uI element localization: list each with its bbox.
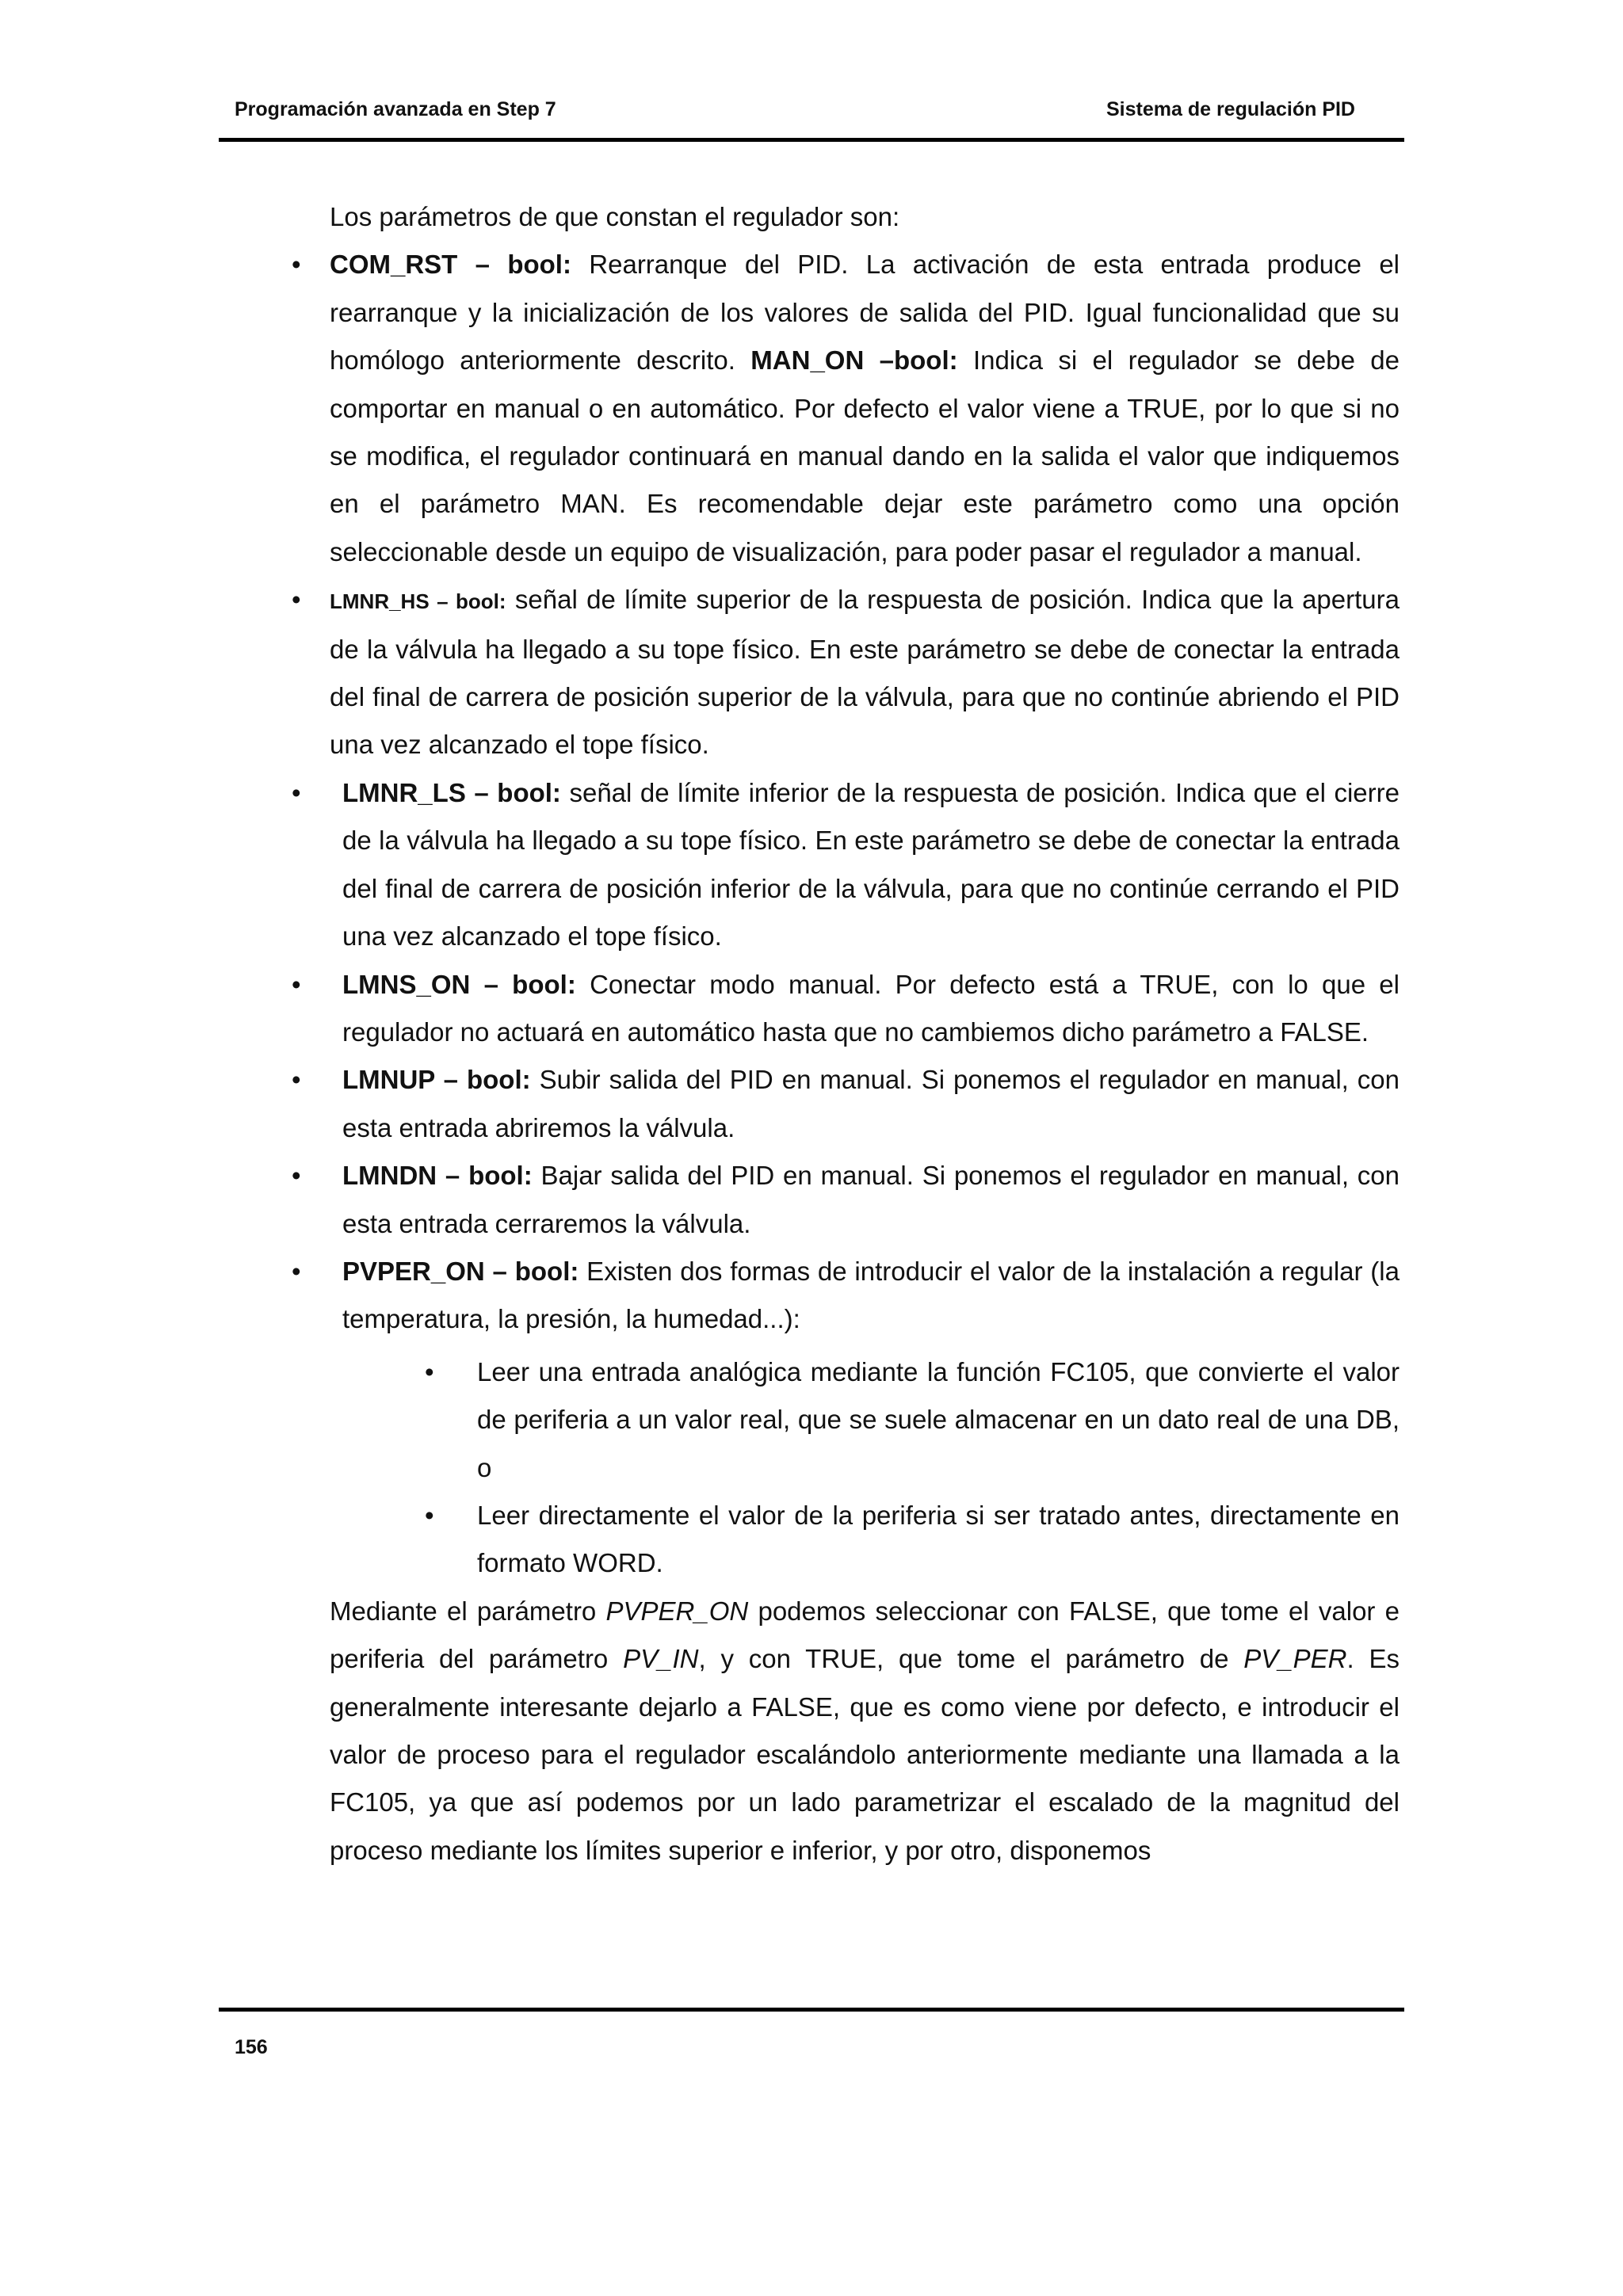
header-rule xyxy=(219,138,1404,142)
param-description: Bajar salida del PID en manual. Si ponemos el regulador en manual, con esta entrada cerraremos la válvula. xyxy=(342,1161,1400,1238)
param-reference: PV_IN xyxy=(623,1644,699,1674)
param-term: LMNR_HS – bool: xyxy=(330,589,506,614)
param-term: LMNS_ON – bool: xyxy=(342,969,576,999)
param-term: LMNR_LS – bool: xyxy=(342,777,561,807)
param-term: MAN_ON –bool: xyxy=(750,345,958,376)
bullet-icon: • xyxy=(292,969,301,999)
param-description: Indica si el regulador se debe de comportar en manual o en automático. Por defecto el valor viene a TRUE, por lo que si no se modifica, el regulador continuará en manual dando en la salida el valor que indiquemos en el parámetro MAN. Es recomendable dejar este parámetro como una opción seleccionable desde un equipo de visualización, para poder pasar el regulador a manual. xyxy=(330,345,1400,566)
list-item-pvper-on xyxy=(292,1248,1400,1344)
sub-list-item-analog-input xyxy=(330,1348,1400,1492)
bullet-icon: • xyxy=(292,1065,301,1095)
bullet-icon: • xyxy=(425,1356,434,1386)
list-item-com-rst xyxy=(292,241,1400,576)
param-term: LMNUP – bool: xyxy=(342,1065,531,1095)
page-body xyxy=(292,193,1400,1875)
running-header-title: Programación avanzada en Step 7 xyxy=(235,98,556,120)
closing-paragraph xyxy=(330,1588,1400,1875)
param-description: Conectar modo manual. Por defecto está a TRUE, con lo que el regulador no actuará en automático hasta que no cambiemos dicho parámetro a FALSE. xyxy=(342,969,1400,1047)
intro-paragraph: Los parámetros de que constan el regulador son: xyxy=(330,202,900,231)
param-description: Rearranque del PID. La activación de esta entrada produce el rearranque y la inicialización de los valores de salida del PID. Igual funcionalidad que su homólogo anteriormente descrito. xyxy=(330,250,1400,376)
list-item-lmnr-ls xyxy=(292,769,1400,961)
param-description: Subir salida del PID en manual. Si ponemos el regulador en manual, con esta entrada abriremos la válvula. xyxy=(342,1065,1400,1142)
param-reference: PVPER_ON xyxy=(605,1596,749,1626)
bullet-icon: • xyxy=(292,1256,301,1286)
param-description: señal de límite superior de la respuesta de posición. Indica que la apertura de la válvula ha llegado a su tope físico. En este parámetro se debe de conectar la entrada del final de carrera de posición superior de la válvula, para que no continúe abriendo el PID una vez alcanzado el tope físico. xyxy=(330,585,1400,760)
bullet-icon: • xyxy=(292,250,301,280)
param-reference: PV_PER xyxy=(1243,1644,1347,1674)
closing-text: , y con TRUE, que tome el parámetro de xyxy=(698,1644,1244,1674)
param-term: LMNDN – bool: xyxy=(342,1161,533,1191)
list-item-lmnr-hs xyxy=(292,576,1400,769)
list-item-lmndn xyxy=(292,1152,1400,1248)
param-description: Existen dos formas de introducir el valor de la instalación a regular (la temperatura, la presión, la humedad...): xyxy=(342,1256,1400,1334)
list-item-lmnup xyxy=(292,1056,1400,1152)
sub-list-item-direct-periphery xyxy=(330,1492,1400,1588)
param-term: PVPER_ON – bool: xyxy=(342,1256,579,1286)
bullet-icon: • xyxy=(292,1161,301,1191)
closing-text: . Es generalmente interesante dejarlo a FALSE, que es como viene por defecto, e introducir el valor de proceso para el regulador escalándolo anteriormente mediante una llamada a la FC105, ya que así podemos por un lado parametrizar el escalado de la magnitud del proceso mediante los límites superior e inferior, y por otro, disponemos xyxy=(330,1644,1400,1865)
bullet-icon: • xyxy=(292,585,301,615)
running-header-section: Sistema de regulación PID xyxy=(1106,98,1355,120)
param-term: COM_RST – bool: xyxy=(330,250,571,280)
page-number: 156 xyxy=(235,2036,268,2058)
sub-item-text: Leer una entrada analógica mediante la función FC105, que convierte el valor de periferia a un valor real, que se suele almacenar en un dato real de una DB, o xyxy=(477,1356,1400,1482)
footer-rule xyxy=(219,2008,1404,2012)
list-item-lmns-on xyxy=(292,961,1400,1057)
param-description: señal de límite inferior de la respuesta de posición. Indica que el cierre de la válvula ha llegado a su tope físico. En este parámetro se debe de conectar la entrada del final de carrera de posición inferior de la válvula, para que no continúe cerrando el PID una vez alcanzado el tope físico. xyxy=(342,777,1400,952)
bullet-icon: • xyxy=(425,1500,434,1530)
bullet-icon: • xyxy=(292,777,301,807)
sub-item-text: Leer directamente el valor de la periferia si ser tratado antes, directamente en formato WORD. xyxy=(477,1500,1400,1578)
closing-text: Mediante el parámetro xyxy=(330,1596,606,1626)
closing-text: podemos seleccionar con FALSE, que tome el valor e periferia del parámetro xyxy=(330,1596,1400,1674)
